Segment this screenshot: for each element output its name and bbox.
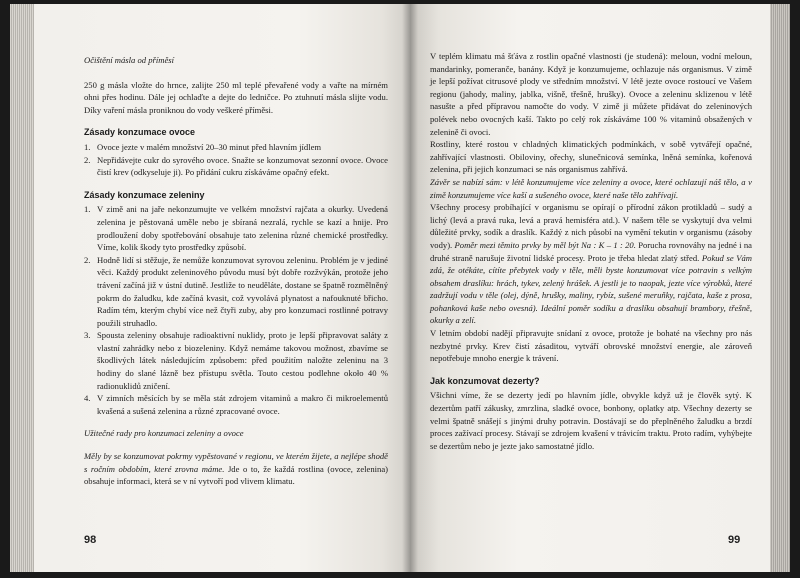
left-page — [34, 4, 412, 572]
right-page-content — [430, 50, 752, 452]
paragraph: Všechny procesy probíhající v organismu se opírají o přírodní zákon protikladů – sudý a lichý (levá a pravá ruka, levá a pravá hemisféra atd.). V našem těle se vyskytují dva velmi důležité prvky, sodík a draslík. Každý z nich působí na vymění tekutin v organismu (zásoby vody). Poměr mezi těmito prvky by měl být Na : K – 1 : 20. Porucha rovnováhy na jedné i na druhé straně narušuje životní lidské procesy. Proto je třeba hledat zlatý střed. Pokud se Vám zdá, že otékáte, cítíte přebytek vody v těle, měli byste konzumovat více potravin s velkým obsahem draslíku: hrách, tykev, zelený hrášek. A jestli je to naopak, jezte více výrobků, které zadržují vodu v těle (olej, dýně, hrušky, maliny, rybíz, sušené meruňky, rajčata, kaše z prosa, pohanková kaše nebo ovesná). Ideální poměr sodíku a draslíku obsahují brambory, třešně, okurky a zelí. — [430, 202, 753, 326]
page-number-right: 99 — [728, 534, 741, 546]
fruit-section-heading: Zásady konzumace ovoce — [84, 127, 196, 138]
left-page-content — [84, 54, 388, 488]
paragraph: Všichni víme, že se dezerty jedí po hlavním jídle, obvykle když už je člověk sytý. K dezertům patří zákusky, zmrzlina, sladké ovoce, bonbony, oplatky atp. Všechny dezerty se velmi špatně snášejí s jinými druhy potravin. Dostávají se do přeplněného žaludku a brzdí proces zažívací procesy. Stávají se zdrojem kvašení v trávicím traktu. Proto radím, vyhýbejte se dezertům nebo je jezte jako samostatné jídlo. — [430, 390, 752, 451]
tips-paragraph: Měly by se konzumovat pokrmy vypěstované v regionu, ve kterém žijete, a nejlépe shodě s ročním obdobím, které zrovna máme. Jde o to, že každá rostlina (ovoce, zelenina) obsahuje informaci, která se v ní vytvoří pod vlivem klimatu. — [84, 451, 389, 487]
page-edges-left — [10, 4, 34, 572]
list-item: 3. Spousta zeleniny obsahuje radioaktivní nuklidy, proto je lepší připravovat saláty z vlastní zahrádky nebo z biozeleniny. Když nemáme takovou možnost, zbavíme se škodlivých látek následujícím způsobem: před použitím naložte zeleninu na 3 hodiny do slané lázně bez přístupu světla. Touto cestou podlehne około 40 % radionuklidů zničení. — [84, 330, 388, 391]
open-book — [10, 4, 790, 572]
list-item: 2. Hodně lidí si stěžuje, že nemůže konzumovat syrovou zeleninu. Problém je v jediné věci. Každý produkt zeleninového původu musí být dobře rozžvýkán, protože jeho trávení začíná již v ústní dutině. Jestliže to neuděláte, dostane se špatně rozmělněný pokrm do žaludku, kde začíná kvasit, což vyvolává plynatost a nafouknuté břicho. Radím tém, kterým chybí více než čtyři zuby, aby pro konzumaci rostlinné potravy použili struhadlo. — [84, 254, 388, 328]
book-gutter — [402, 4, 418, 572]
list-item: 4. V zimních měsících by se měla stát zdrojem vitaminů a makro či mikroelementů kvašená a sušená zelenina a různé zpracované ovoce. — [84, 393, 388, 416]
paragraph: V letním období nadějí připravujte snídaní z ovoce, protože je bohaté na všechny pro nás nezbytné prvky. Krev čistí zásaditou, vytváří obrovské množství energie, ale zároveň nepotřebuje mnoho energie k trávení. — [430, 328, 752, 364]
paragraph: V teplém klimatu má šťáva z rostlin opačné vlastnosti (je studená): meloun, vodní meloun, mandarinky, pomeranče, banány. Když je konzumujeme, ochlazuje nás organismus. V zimě je lepší požívat citrusové plody ve středním množství. V létě jezte ovoce rostoucí ve Vašem regionu (jahody, maliny, jablka, višně, třešně, hrušky). Ovoce a zeleninu sklizenou v létě nasušte a před přípravou namočte do vody. V zimě ji můžete přidávat do zeleninových polévek nebo ovocných kaší. Takto po celý rok získáváme 100 % vitaminů obsažených v zelenině či ovoci. — [430, 51, 752, 137]
paragraph: Závěr se nabízí sám: v létě konzumujeme více zeleniny a ovoce, které ochlazují náš tělo, a v zimě konzumujeme více kaší a sušeného ovoce, které naše tělo zahřívají. — [430, 176, 752, 200]
list-item: 1. Ovoce jezte v malém množství 20–30 minut před hlavním jídlem — [84, 141, 322, 152]
recipe-title: Očištění másla od příměsí — [84, 55, 174, 65]
tips-title: Užitečné rady pro konzumaci zeleniny a ovoce — [84, 428, 244, 439]
vegetable-rules-list — [84, 203, 388, 417]
fruit-rules-list — [84, 141, 388, 179]
list-item: 1. V zimě ani na jaře nekonzumujte ve velkém množství rajčata a okurky. Uvedená zelenina je pěstovaná uměle nebo je sbíraná nezralá, rychle se kazí a hnije. Pro prodloužení doby spotřebování obsahuje tato zelenina různé chemické prostředky. Víme, kolik škody tyto prostředky způsobí. — [84, 204, 388, 253]
right-page — [410, 4, 770, 572]
list-item: 2. Nepřidávejte cukr do syrového ovoce. Snažte se konzumovat sezonní ovoce. Ovoce čistí krev (odkyseluje ji). Po přidání cukru získáváme opačný efekt. — [84, 154, 388, 178]
paragraph: Rostliny, které rostou v chladných klimatických podmínkách, v sobě vytvářejí opačné, zahřívající vlastnosti. Obiloviny, ořechy, slunečnicová semínka, lněná semínka, kořenová zelenina, při jejich konzumaci se nás organismus zahřívá. — [430, 139, 752, 175]
recipe-text: 250 g másla vložte do hrnce, zalijte 250 ml teplé převařené vody a vařte na mírném ohni přes hodinu. Dále jej ochlaďte a dejte do ledničce. Po ztuhnutí másla slijte vodu. Díky vaření másla proniknou do vody veškeré příměsi. — [84, 79, 388, 115]
page-number-left: 98 — [84, 534, 97, 546]
vegetable-section-heading: Zásady konzumace zeleniny — [84, 189, 205, 200]
dessert-section-heading: Jak konzumovat dezerty? — [430, 375, 540, 386]
page-edges-right — [770, 4, 790, 572]
